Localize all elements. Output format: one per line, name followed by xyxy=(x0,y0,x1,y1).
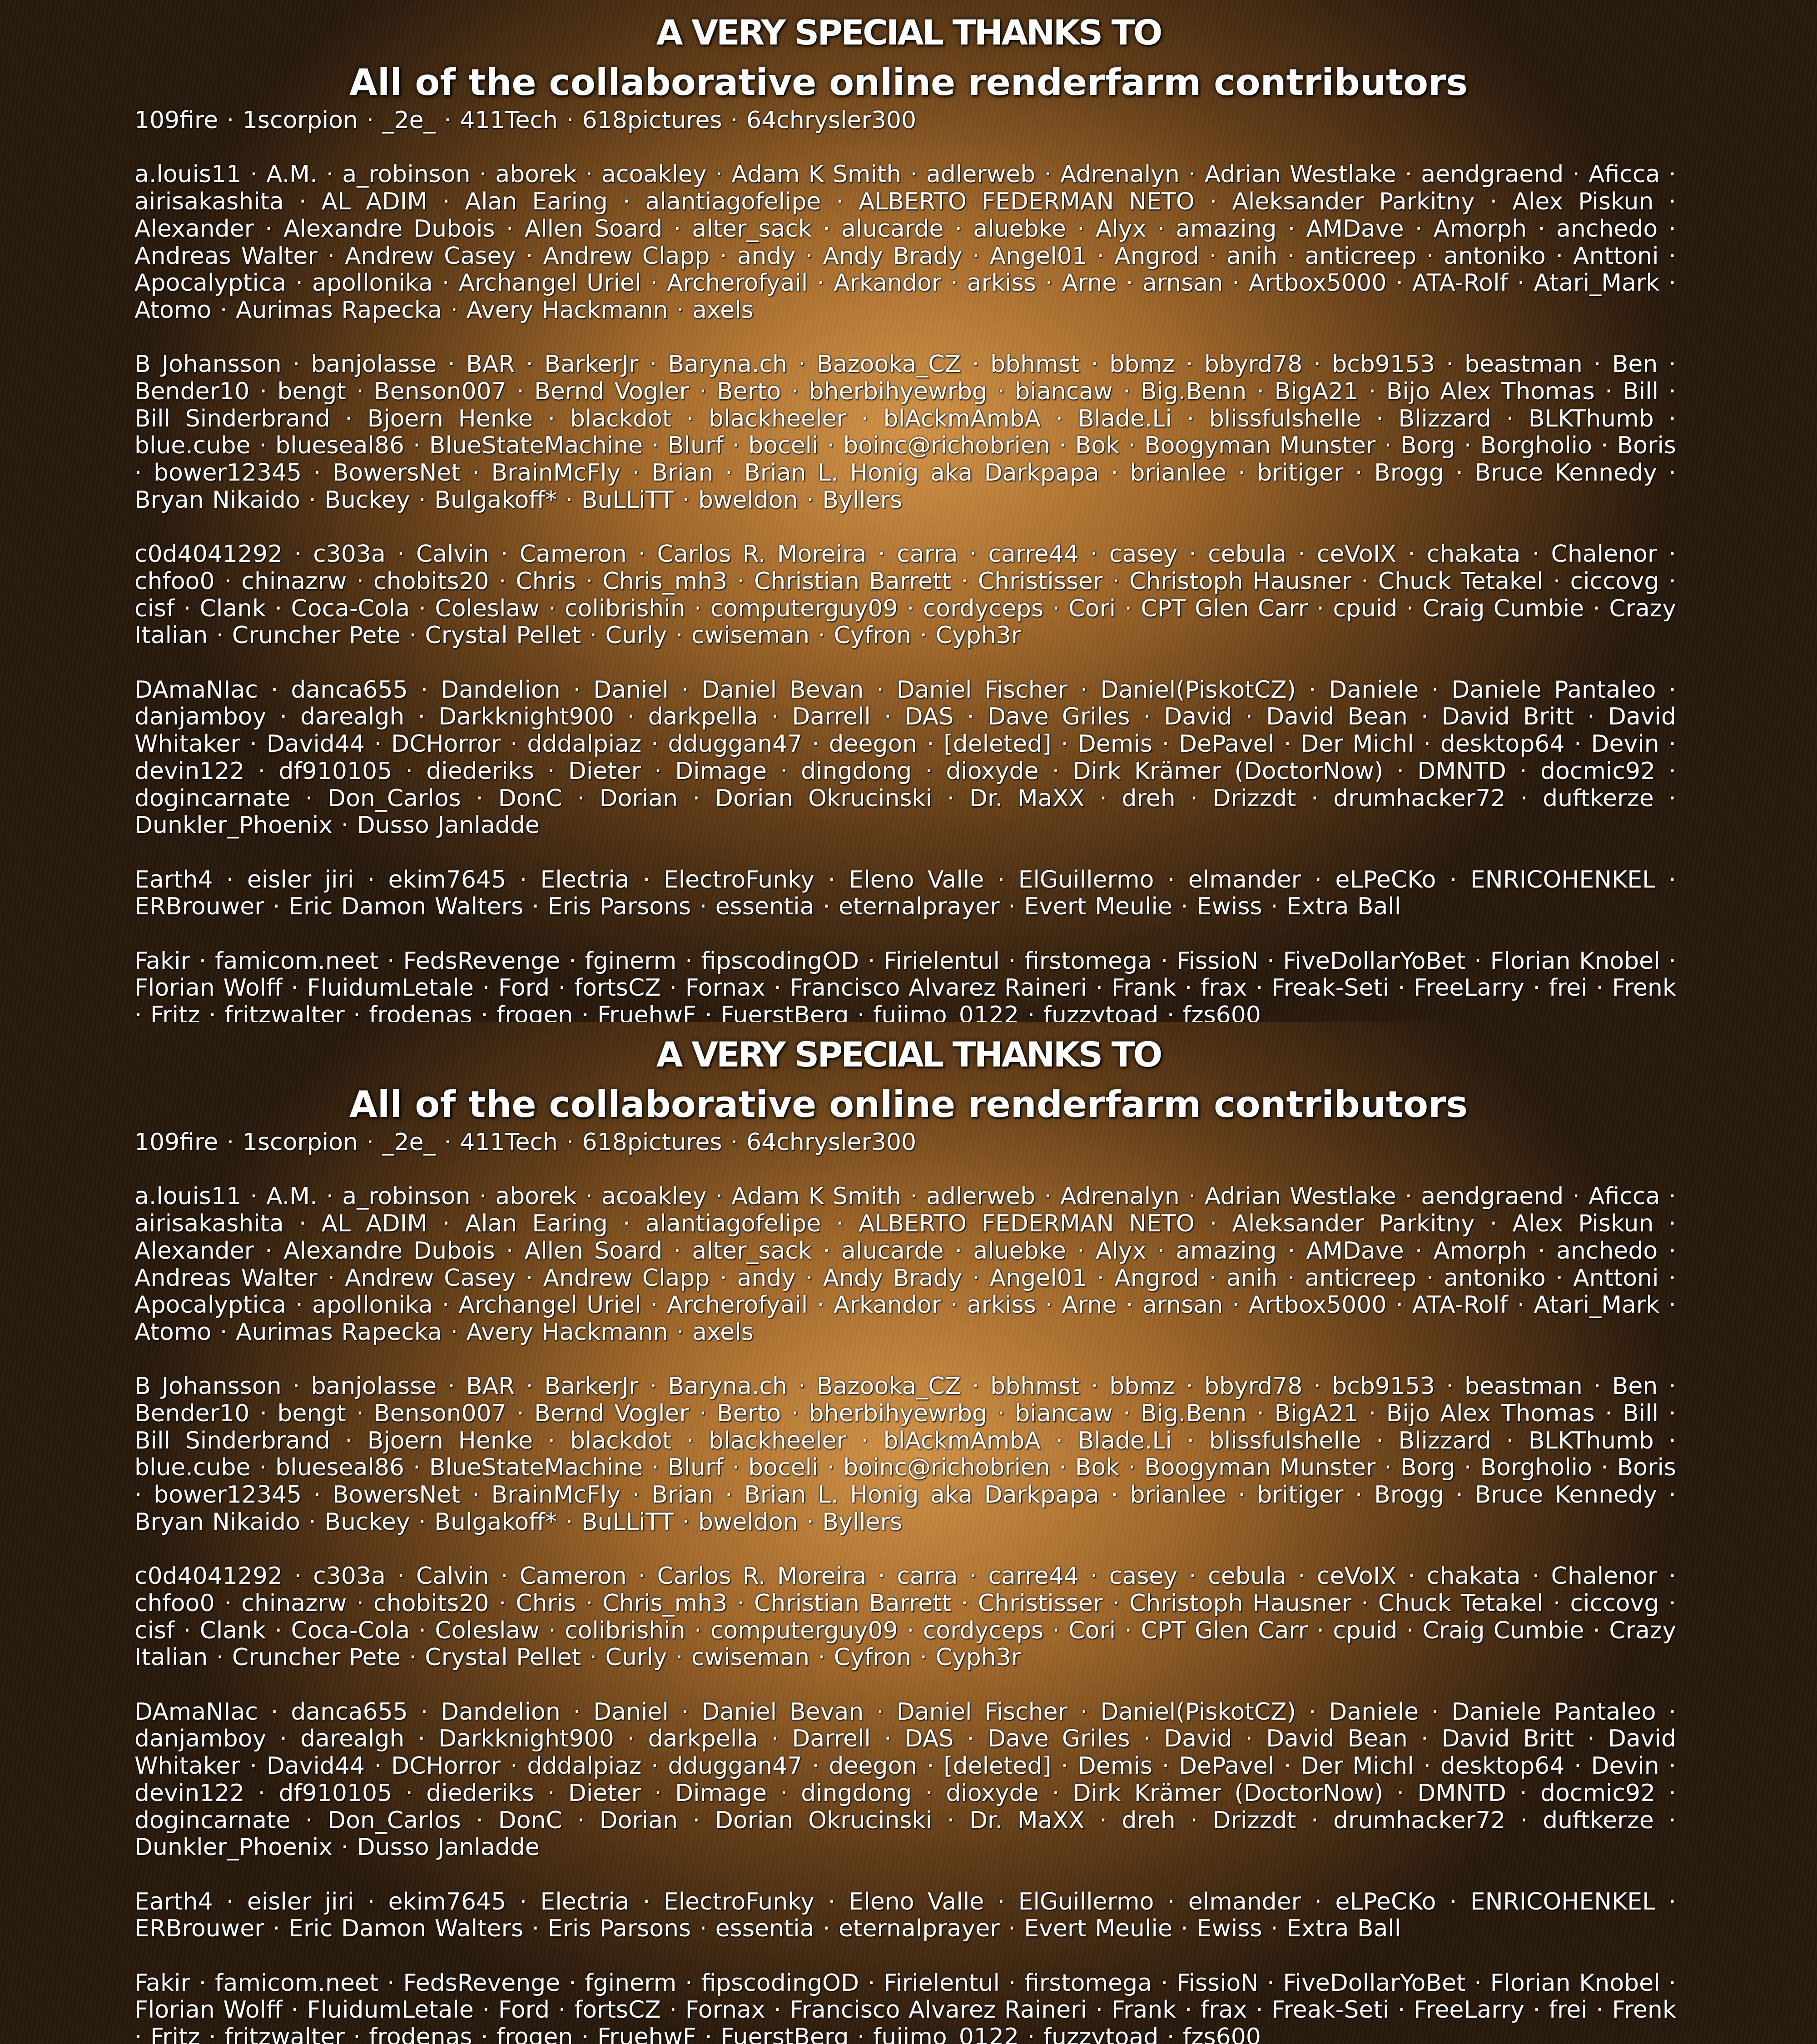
contributor-group: Fakir · famicom.neet · FedsRevenge · fginerm · fipscodingOD · Firielentul · firstomega · FissioN · FiveDollarYoBet · Florian Knobel · Florian Wolff · FluidumLetale · Ford · fortsCZ · Fornax · Francisco Alvarez Raineri · Frank · frax · Freak-Seti · FreeLarry · frei · Frenk · Fritz · fritzwalter · frodenas · frogen · FruehwF · FuerstBerg · fujimo_0122 · fuzzytoad · fzs600 xyxy=(134,1970,1676,2044)
contributor-group: 109fire · 1scorpion · _2e_ · 411Tech · 618pictures · 64chrysler300 xyxy=(134,1129,1676,1156)
contributor-group: Earth4 · eisler jiri · ekim7645 · Electria · ElectroFunky · Eleno Valle · ElGuillermo · elmander · eLPeCKo · ENRICOHENKEL · ERBrouwer · Eric Damon Walters · Eris Parsons · essentia · eternalprayer · Evert Meulie · Ewiss · Extra Ball xyxy=(134,867,1676,921)
contributor-group: DAmaNIac · danca655 · Dandelion · Daniel · Daniel Bevan · Daniel Fischer · Daniel(PiskotCZ) · Daniele · Daniele Pantaleo · danjamboy · darealgh · Darkknight900 · darkpella · Darrell · DAS · Dave Griles · David · David Bean · David Britt · David Whitaker · David44 · DCHorror · dddalpiaz · dduggan47 · deegon · [deleted] · Demis · DePavel · Der Michl · desktop64 · Devin · devin122 · df910105 · diederiks · Dieter · Dimage · dingdong · dioxyde · Dirk Krämer (DoctorNow) · DMNTD · docmic92 · dogincarnate · Don_Carlos · DonC · Dorian · Dorian Okrucinski · Dr. MaXX · dreh · Drizzdt · drumhacker72 · duftkerze · Dunkler_Phoenix · Dusso Janladde xyxy=(134,1699,1676,1861)
contributor-group: c0d4041292 · c303a · Calvin · Cameron · Carlos R. Moreira · carra · carre44 · casey · cebula · ceVoIX · chakata · Chalenor · chfoo0 · chinazrw · chobits20 · Chris · Chris_mh3 · Christian Barrett · Christisser · Christoph Hausner · Chuck Tetakel · ciccovg · cisf · Clank · Coca-Cola · Coleslaw · colibrishin · computerguy09 · cordyceps · Cori · CPT Glen Carr · cpuid · Craig Cumbie · Crazy Italian · Cruncher Pete · Crystal Pellet · Curly · cwiseman · Cyfron · Cyph3r xyxy=(134,541,1676,650)
contributor-group: 109fire · 1scorpion · _2e_ · 411Tech · 618pictures · 64chrysler300 xyxy=(134,107,1676,134)
contributor-group: a.louis11 · A.M. · a_robinson · aborek · acoakley · Adam K Smith · adlerweb · Adrenalyn · Adrian Westlake · aendgraend · Aficca · airisakashita · AL ADIM · Alan Earing · alantiagofelipe · ALBERTO FEDERMAN NETO · Aleksander Parkitny · Alex Piskun · Alexander · Alexandre Dubois · Allen Soard · alter_sack · alucarde · aluebke · Alyx · amazing · AMDave · Amorph · anchedo · Andreas Walter · Andrew Casey · Andrew Clapp · andy · Andy Brady · Angel01 · Angrod · anih · anticreep · antoniko · Anttoni · Apocalyptica · apollonika · Archangel Uriel · Archerofyail · Arkandor · arkiss · Arne · arnsan · Artbox5000 · ATA-Rolf · Atari_Mark · Atomo · Aurimas Rapecka · Avery Hackmann · axels xyxy=(134,1183,1676,1346)
title-renderfarm-contributors: All of the collaborative online renderfarm contributors xyxy=(0,60,1817,105)
title-special-thanks: A VERY SPECIAL THANKS TO xyxy=(0,10,1817,55)
contributor-group: B Johansson · banjolasse · BAR · BarkerJr · Baryna.ch · Bazooka_CZ · bbhmst · bbmz · bbyrd78 · bcb9153 · beastman · Ben · Bender10 · bengt · Benson007 · Bernd Vogler · Berto · bherbihyewrbg · biancaw · Big.Benn · BigA21 · Bijo Alex Thomas · Bill · Bill Sinderbrand · Bjoern Henke · blackdot · blackheeler · blAckmAmbA · Blade.Li · blissfulshelle · Blizzard · BLKThumb · blue.cube · blueseal86 · BlueStateMachine · Blurf · boceli · boinc@richobrien · Bok · Boogyman Munster · Borg · Borgholio · Boris · bower12345 · BowersNet · BrainMcFly · Brian · Brian L. Honig aka Darkpapa · brianlee · britiger · Brogg · Bruce Kennedy · Bryan Nikaido · Buckey · Bulgakoff* · BuLLiTT · bweldon · Byllers xyxy=(134,351,1676,514)
contributor-group: c0d4041292 · c303a · Calvin · Cameron · Carlos R. Moreira · carra · carre44 · casey · cebula · ceVoIX · chakata · Chalenor · chfoo0 · chinazrw · chobits20 · Chris · Chris_mh3 · Christian Barrett · Christisser · Christoph Hausner · Chuck Tetakel · ciccovg · cisf · Clank · Coca-Cola · Coleslaw · colibrishin · computerguy09 · cordyceps · Cori · CPT Glen Carr · cpuid · Craig Cumbie · Crazy Italian · Cruncher Pete · Crystal Pellet · Curly · cwiseman · Cyfron · Cyph3r xyxy=(134,1563,1676,1672)
contributor-group: Fakir · famicom.neet · FedsRevenge · fginerm · fipscodingOD · Firielentul · firstomega · FissioN · FiveDollarYoBet · Florian Knobel · Florian Wolff · FluidumLetale · Ford · fortsCZ · Fornax · Francisco Alvarez Raineri · Frank · frax · Freak-Seti · FreeLarry · frei · Frenk · Fritz · fritzwalter · frodenas · frogen · FruehwF · FuerstBerg · fujimo_0122 · fuzzytoad · fzs600 xyxy=(134,948,1676,1022)
contributor-group: a.louis11 · A.M. · a_robinson · aborek · acoakley · Adam K Smith · adlerweb · Adrenalyn · Adrian Westlake · aendgraend · Aficca · airisakashita · AL ADIM · Alan Earing · alantiagofelipe · ALBERTO FEDERMAN NETO · Aleksander Parkitny · Alex Piskun · Alexander · Alexandre Dubois · Allen Soard · alter_sack · alucarde · aluebke · Alyx · amazing · AMDave · Amorph · anchedo · Andreas Walter · Andrew Casey · Andrew Clapp · andy · Andy Brady · Angel01 · Angrod · anih · anticreep · antoniko · Anttoni · Apocalyptica · apollonika · Archangel Uriel · Archerofyail · Arkandor · arkiss · Arne · arnsan · Artbox5000 · ATA-Rolf · Atari_Mark · Atomo · Aurimas Rapecka · Avery Hackmann · axels xyxy=(134,161,1676,324)
contributor-group: Earth4 · eisler jiri · ekim7645 · Electria · ElectroFunky · Eleno Valle · ElGuillermo · elmander · eLPeCKo · ENRICOHENKEL · ERBrouwer · Eric Damon Walters · Eris Parsons · essentia · eternalprayer · Evert Meulie · Ewiss · Extra Ball xyxy=(134,1889,1676,1943)
contributor-group: B Johansson · banjolasse · BAR · BarkerJr · Baryna.ch · Bazooka_CZ · bbhmst · bbmz · bbyrd78 · bcb9153 · beastman · Ben · Bender10 · bengt · Benson007 · Bernd Vogler · Berto · bherbihyewrbg · biancaw · Big.Benn · BigA21 · Bijo Alex Thomas · Bill · Bill Sinderbrand · Bjoern Henke · blackdot · blackheeler · blAckmAmbA · Blade.Li · blissfulshelle · Blizzard · BLKThumb · blue.cube · blueseal86 · BlueStateMachine · Blurf · boceli · boinc@richobrien · Bok · Boogyman Munster · Borg · Borgholio · Boris · bower12345 · BowersNet · BrainMcFly · Brian · Brian L. Honig aka Darkpapa · brianlee · britiger · Brogg · Bruce Kennedy · Bryan Nikaido · Buckey · Bulgakoff* · BuLLiTT · bweldon · Byllers xyxy=(134,1373,1676,1536)
title-special-thanks: A VERY SPECIAL THANKS TO xyxy=(0,1032,1817,1077)
contributor-group: DAmaNIac · danca655 · Dandelion · Daniel · Daniel Bevan · Daniel Fischer · Daniel(PiskotCZ) · Daniele · Daniele Pantaleo · danjamboy · darealgh · Darkknight900 · darkpella · Darrell · DAS · Dave Griles · David · David Bean · David Britt · David Whitaker · David44 · DCHorror · dddalpiaz · dduggan47 · deegon · [deleted] · Demis · DePavel · Der Michl · desktop64 · Devin · devin122 · df910105 · diederiks · Dieter · Dimage · dingdong · dioxyde · Dirk Krämer (DoctorNow) · DMNTD · docmic92 · dogincarnate · Don_Carlos · DonC · Dorian · Dorian Okrucinski · Dr. MaXX · dreh · Drizzdt · drumhacker72 · duftkerze · Dunkler_Phoenix · Dusso Janladde xyxy=(134,677,1676,839)
title-renderfarm-contributors: All of the collaborative online renderfarm contributors xyxy=(0,1082,1817,1127)
